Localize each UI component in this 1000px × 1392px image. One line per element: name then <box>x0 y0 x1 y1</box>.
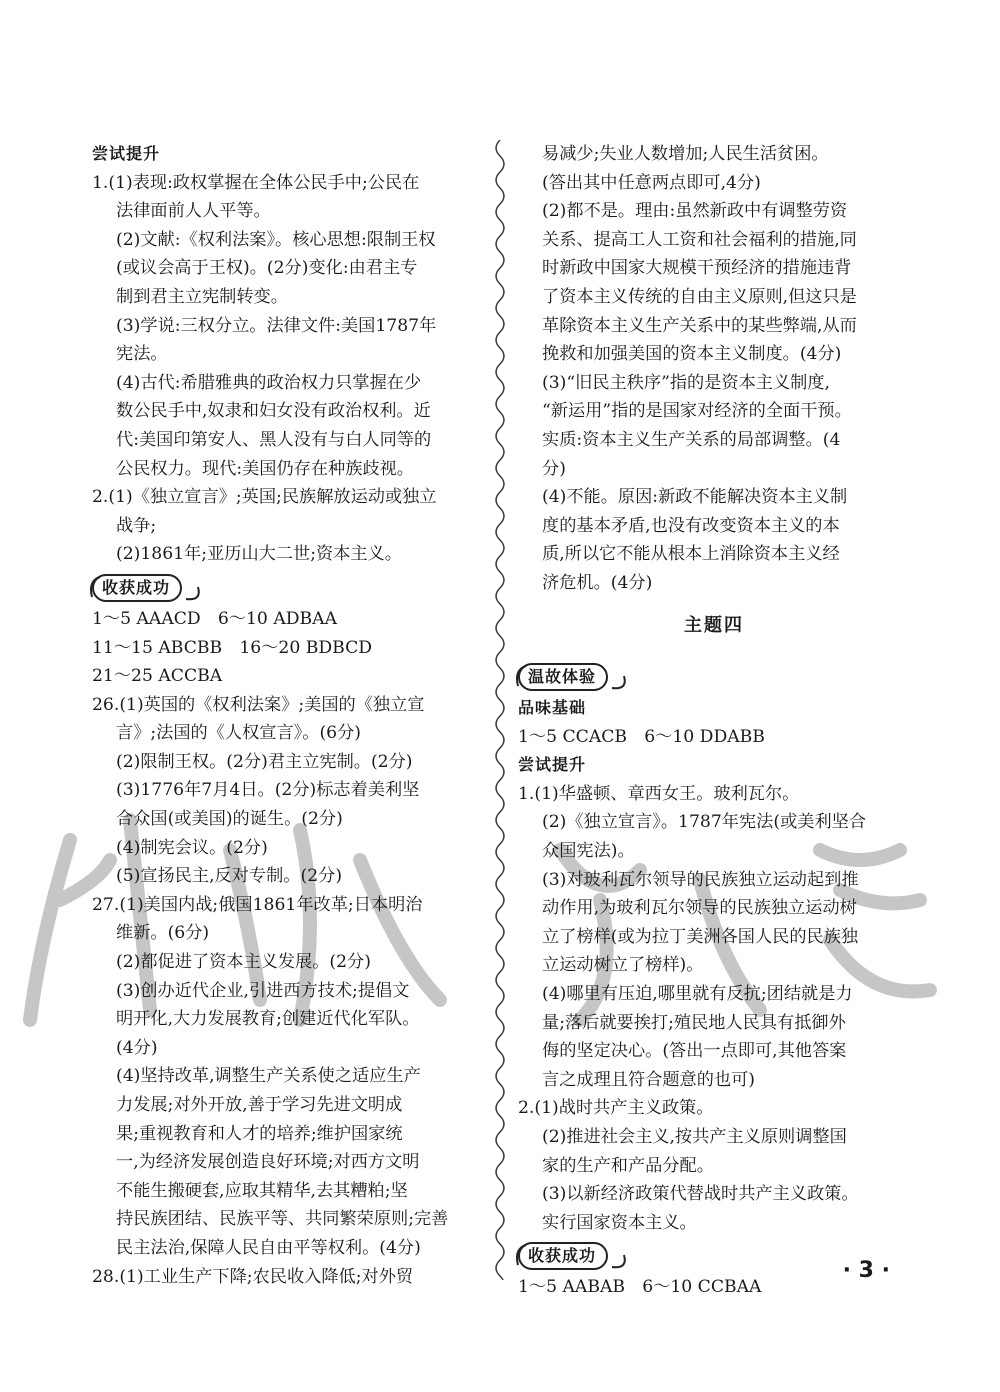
left-column <box>92 140 490 1291</box>
text-line: 21～25 ACCBA <box>92 666 223 687</box>
text-line: 明开化,大力发展教育;创建近代化军队。 <box>116 1009 420 1030</box>
text-line: 众国宪法)。 <box>542 841 635 862</box>
text-line: 济危机。(4分) <box>542 572 653 593</box>
text-line: 度的基本矛盾,也没有改变资本主义的本 <box>542 515 840 536</box>
text-line: 制到君主立宪制转变。 <box>116 286 288 307</box>
text-line: 了资本主义传统的自由主义原则,但这只是 <box>542 286 857 307</box>
text-line: (2)都促进了资本主义发展。(2分) <box>116 952 371 973</box>
text-line: (2)推进社会主义,按共产主义原则调整国 <box>542 1127 847 1147</box>
text-line: (3)1776年7月4日。(2分)标志着美利坚 <box>116 780 420 801</box>
banner-harvest-2 <box>518 1241 608 1271</box>
text-line: 易减少;失业人数增加;人民生活贫困。 <box>542 144 829 164</box>
text-line: “新运用”指的是国家对经济的全面干预。 <box>542 401 852 422</box>
text-line: (4)坚持改革,调整生产关系使之适应生产 <box>116 1066 421 1087</box>
text-line: 实行国家资本主义。 <box>542 1212 697 1233</box>
answer-line: 1～5 CCACB 6～10 DDABB <box>518 726 765 747</box>
text-line: (4分) <box>116 1037 158 1058</box>
text-line: 立运动树立了榜样)。 <box>542 955 704 976</box>
text-line: 力发展;对外开放,善于学习先进文明成 <box>116 1095 403 1115</box>
text-line: (2)1861年;亚历山大二世;资本主义。 <box>116 544 402 565</box>
text-line: 1.(1)华盛顿、章西女王。玻利瓦尔。 <box>518 783 800 804</box>
text-line: 时新政中国家大规模干预经济的措施违背 <box>542 258 852 279</box>
text-line: (或议会高于王权)。(2分)变化:由君主专 <box>116 258 418 279</box>
text-line: 立了榜样(或为拉丁美洲各国人民的民族独 <box>542 926 859 947</box>
banner-label: 温故体验 <box>518 663 608 691</box>
sub-heading-try: 尝试提升 <box>518 755 587 775</box>
text-line: 言之成理且符合题意的也可) <box>542 1069 755 1090</box>
text-line: 果;重视教育和人才的培养;维护国家统 <box>116 1123 403 1144</box>
text-line: 维新。(6分) <box>116 923 210 944</box>
text-line: 持民族团结、民族平等、共同繁荣原则;完善 <box>116 1209 449 1230</box>
text-line: (3)以新经济政策代替战时共产主义政策。 <box>542 1184 859 1205</box>
text-line: (2)都不是。理由:虽然新政中有调整劳资 <box>542 201 848 222</box>
text-line: (2)《独立宣言》。1787年宪法(或美利坚合 <box>542 812 867 833</box>
text-line: (4)哪里有压迫,哪里就有反抗;团结就是力 <box>542 984 853 1005</box>
text-line: 1～5 AAACD 6～10 ADBAA <box>92 608 337 629</box>
text-line: (3)“旧民主秩序”指的是资本主义制度, <box>542 372 831 393</box>
text-line: 挽救和加强美国的资本主义制度。(4分) <box>542 344 842 365</box>
text-line: 质,所以它不能从根本上消除资本主义经 <box>542 544 840 565</box>
banner-harvest <box>92 573 182 603</box>
text-line: 民主法治,保障人民自由平等权利。(4分) <box>116 1237 421 1258</box>
text-line: 28.(1)工业生产下降;农民收入降低;对外贸 <box>92 1266 414 1287</box>
right-column <box>518 140 910 1302</box>
text-line: 代:美国印第安人、黑人没有与白人同等的 <box>116 429 432 450</box>
section-heading-try: 尝试提升 <box>92 144 161 163</box>
banner-label: 收获成功 <box>92 574 182 602</box>
text-line: 家的生产和产品分配。 <box>542 1155 714 1176</box>
text-line: 关系、提高工人工资和社会福利的措施,同 <box>542 229 857 250</box>
text-line: 数公民手中,奴隶和妇女没有政治权利。近 <box>116 401 431 422</box>
answer-line: 1～5 AABAB 6～10 CCBAA <box>518 1277 762 1298</box>
text-line: 2.(1)战时共产主义政策。 <box>518 1098 714 1119</box>
text-line: (3)对玻利瓦尔领导的民族独立运动起到推 <box>542 869 859 890</box>
text-line: (4)古代:希腊雅典的政治权力只掌握在少 <box>116 372 422 393</box>
text-line: 量;落后就要挨打;殖民地人民具有抵御外 <box>542 1012 846 1033</box>
banner-swirl-icon <box>512 660 632 694</box>
text-line: 分) <box>542 458 566 479</box>
text-line: 公民权力。现代:美国仍存在种族歧视。 <box>116 458 414 479</box>
text-line: (4)不能。原因:新政不能解决资本主义制 <box>542 487 848 508</box>
text-line: 27.(1)美国内战;俄国1861年改革;日本明治 <box>92 894 423 915</box>
text-line: (2)文献:《权利法案》。核心思想:限制王权 <box>116 229 436 250</box>
text-line: (3)学说:三权分立。法律文件:美国1787年 <box>116 315 437 336</box>
text-line: (4)制宪会议。(2分) <box>116 837 268 858</box>
text-line: 动作用,为玻利瓦尔领导的民族独立运动树 <box>542 898 857 919</box>
text-line: 宪法。 <box>116 344 168 365</box>
sub-heading-basics: 品味基础 <box>518 698 587 718</box>
banner-swirl-icon <box>86 571 206 605</box>
text-line: 法律面前人人平等。 <box>116 201 271 222</box>
text-line: 2.(1)《独立宣言》;英国;民族解放运动或独立 <box>92 487 437 508</box>
text-line: 26.(1)英国的《权利法案》;美国的《独立宣 <box>92 694 425 715</box>
banner-label: 收获成功 <box>518 1242 608 1270</box>
text-line: 不能生搬硬套,应取其精华,去其糟粕;坚 <box>116 1180 408 1201</box>
text-line: (2)限制王权。(2分)君主立宪制。(2分) <box>116 751 413 772</box>
text-line: 战争; <box>116 515 157 536</box>
text-line: 实质:资本主义生产关系的局部调整。(4 <box>542 429 841 450</box>
text-line: (5)宣扬民主,反对专制。(2分) <box>116 866 343 887</box>
text-line: 合众国(或美国)的诞生。(2分) <box>116 809 343 830</box>
column-divider <box>490 140 510 1280</box>
text-line: 1.(1)表现:政权掌握在全体公民手中;公民在 <box>92 172 420 193</box>
text-line: 侮的坚定决心。(答出一点即可,其他答案 <box>542 1041 847 1062</box>
text-line: 言》;法国的《人权宣言》。(6分) <box>116 723 361 744</box>
text-line: (3)创办近代企业,引进西方技术;提倡文 <box>116 980 410 1001</box>
page-number: · 3 · <box>842 1258 890 1283</box>
text-line: (答出其中任意两点即可,4分) <box>542 172 761 193</box>
topic-title: 主题四 <box>684 614 744 636</box>
text-line: 一,为经济发展创造良好环境;对西方文明 <box>116 1152 420 1173</box>
text-line: 11～15 ABCBB 16～20 BDBCD <box>92 637 373 658</box>
banner-review <box>518 662 608 692</box>
banner-swirl-icon <box>512 1239 632 1273</box>
text-line: 革除资本主义生产关系中的某些弊端,从而 <box>542 315 857 336</box>
